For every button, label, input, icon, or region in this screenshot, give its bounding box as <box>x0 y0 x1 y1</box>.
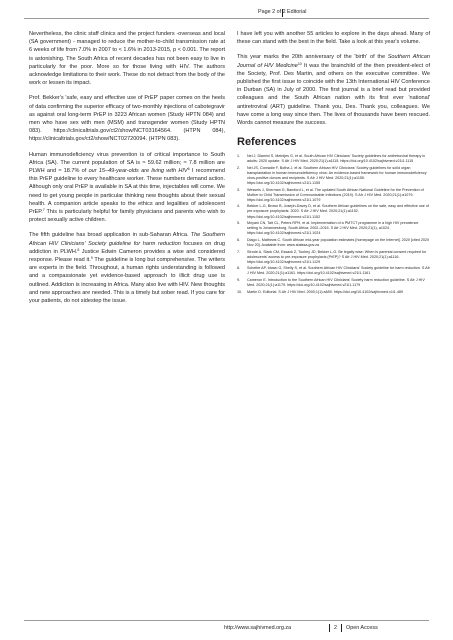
citation-superscript: 7 <box>42 208 45 213</box>
paragraph <box>29 151 225 225</box>
page-header <box>0 8 453 20</box>
text-run: The guideline is long but comprehensive. The writers are experts in the field. Throughout, a human rights understanding is followed and a compassionate yet evidence-based approach to illicit drug use is outlined. Addiction is increasing in Africa. Many also live with HIV. New thoughts and new approaches are needed. This is a timely but sober read. If you care for your patients, do not sidestep the issue. <box>29 257 225 305</box>
reference-text[interactable]: Cameron E. Introduction to the Southern African HIV Clinicians' Society harm reduction guideline. S Afr J HIV Med. 2020;21(1):a1179. https://doi.org/10.4102/sajhivmed.v21i1.1179 <box>247 278 425 288</box>
text-run: This is particularly helpful for family physicians and parents who wish to protect sexually active children. <box>29 209 225 224</box>
paragraph: I have left you with another 55 articles to explore in the days ahead. Many of these can stand with the best in the field. Take a look at this year's volume. <box>237 31 430 46</box>
citation-superscript: 10 <box>297 61 302 66</box>
open-access-label: Open Access <box>346 625 378 631</box>
citation-superscript: 9 <box>90 256 93 261</box>
text-run: The fifth guideline has broad application in sub-Saharan Africa. <box>29 232 191 239</box>
footer-separator <box>341 624 342 632</box>
header-rule <box>24 18 429 19</box>
right-column <box>237 30 430 296</box>
reference-text[interactable]: Nel JS, Conradie F, Botha J, et al. Southern African HIV Clinicians' Society guidelines for solid organ transplantation in human immunodeficiency virus: An evidence-based framework for human immunodeficiency virus-positive donors and recipients. S Afr J HIV Med. 2020;21(1):a1155. https://doi.org/10.4102/sajhivmed.v21i1.1155 <box>247 165 427 186</box>
page-label: Page 2 of 2 <box>258 9 286 15</box>
paragraph <box>237 53 430 127</box>
references-heading: References <box>237 136 297 149</box>
reference-text[interactable]: Nel J, Dlamini S, Meintjes G, et al. South African HIV Clinicians' Society guidelines for antiretroviral therapy in adults: 2020 update. S Afr J HIV Med. 2020;21(1):a1115. https://doi.org/10.4102/sajhivmed.v21i1.1115 <box>247 154 426 164</box>
reference-text[interactable]: Martin D. Editorial. S Afr J HIV Med. 2000;1(1):a489. https://doi.org/10.4102/sajhivmed.v1i1.489 <box>247 289 403 294</box>
reference-number: 3. <box>237 187 241 192</box>
reference-number: 7. <box>237 249 241 254</box>
reference-item <box>237 221 430 236</box>
reference-item <box>237 250 430 265</box>
reference-item <box>237 204 430 219</box>
paragraph: Nevertheless, the clinic staff clinics and the project funders -overseas and local (SA government) - managed to reduce the mother-to-child transmission rate at 6 weeks of life from 7.0% in 2007 to < 1.6% in 2013-2015, p < 0.001. The report is astonishing. The South Africa of recent decades has not been easy to live in particularly for the poor. More so for those living with HIV. The authors acknowledge limitations to their work. These do not detract from the body of the work or lessen its impact. <box>29 31 225 87</box>
reference-number: 9. <box>237 278 241 283</box>
paragraph: Prof. Bekker's 'safe, easy and effective use of PrEP' paper comes on the heels of data confirming the superior efficacy of two-monthly injections of cabotegravir as against oral long-term PrEP in 3223 African women (Study HPTN 084) and men who have sex with men (MSM) and transgender women (Study HPTN 083). https://clinicaltrials.gov/ct2/show/NCT03164564. (HTPN 084), https://clinicaltrials.gov/ct2/show/NCT02720094. (HTPN 083). <box>29 95 225 143</box>
left-column <box>29 30 225 312</box>
reference-item <box>237 290 430 295</box>
reference-text[interactable]: Strode A, Slack CM, Essack Z, Toohey JD, Bekker L-G. Be legally wise: When is parental consent required for adolescents' access to pre-exposure prophylaxis (PrEP)? S Afr J HIV Med. 2020;21(1):a1116. https://doi.org/10.4102/sajhivmed.v21i1.1129 <box>247 249 427 264</box>
reference-number: 5. <box>237 221 241 226</box>
reference-number: 8. <box>237 266 241 271</box>
reference-item <box>237 188 430 203</box>
header-separator <box>282 9 283 17</box>
italic-text: Southern African Journal of HIV Medicine <box>237 54 430 69</box>
reference-list <box>237 154 430 295</box>
reference-number: 4. <box>237 204 241 209</box>
footer-separator <box>329 624 330 632</box>
reference-number: 10. <box>237 289 243 294</box>
reference-text[interactable]: Diago L, Mathews C. South African mid-year population estimates [homepage on the Internet]. 2020 [cited 2020 Nov 20]. Available from: www.statssa.gov.za <box>247 237 430 247</box>
page-number: 2 <box>334 625 337 631</box>
text-run: This year marks the 20th anniversary of the 'birth' of the <box>237 54 388 61</box>
reference-item <box>237 238 430 248</box>
reference-item <box>237 278 430 288</box>
reference-text[interactable]: Wessels J, Sherman G, Bamford L, et al. The updated South African National Guideline for the Prevention of Mother to Child Transmission of Communicable Infections (2019). S Afr J HIV Med. 2020;21(1):a1079. https://doi.org/10.4102/sajhivmed.v21i1.1079 <box>247 187 424 202</box>
italic-text: The Southern African HIV Clinicians' Society guideline for harm reduction <box>29 232 225 247</box>
reference-text[interactable]: Scheibe AP, Idowu G, Shelly S, et al. Southern African HIV Clinicians' Society guideline for harm reduction. S Afr J HIV Med. 2020;21(1):a1161. https://doi.org/10.4102/sajhivmed.v21i1.1161 <box>247 266 430 276</box>
citation-superscript: 8 <box>77 247 80 252</box>
reference-number: 6. <box>237 237 241 242</box>
text-run: Justice Edwin Cameron provides a wise and considered response. Please read it. <box>29 248 225 264</box>
reference-number: 1. <box>237 154 241 159</box>
paragraph <box>29 231 225 305</box>
reference-item <box>237 266 430 276</box>
reference-text[interactable]: Mnyani CN, Tait CL, Peters RPH, et al. Implementation of a PMTCT programme in a high HIV prevalence setting in Johannesburg, South Africa: 2002–2015. S Afr J HIV Med. 2020;21(1), a1024. https://doi.org/10.4102/sajhivmed.v21i1.1024 <box>247 221 419 236</box>
reference-number: 2. <box>237 165 241 170</box>
page-footer <box>0 620 453 634</box>
reference-item <box>237 154 430 164</box>
reference-text[interactable]: Bekker L-G, Brown B, Joseph-Davey D, et al. Southern African guidelines on the safe, easy and effective use of pre-exposure prophylaxis: 2020. S Afr J HIV Med. 2020;21(1):a1152. https://doi.org/10.4102/sajhivmed.v21i1.1152 <box>247 204 429 219</box>
reference-item <box>237 166 430 186</box>
journal-url-link[interactable]: http://www.sajhivmed.org.za <box>224 625 292 631</box>
italic-text: our 15–49-year-olds are living with HIV <box>88 168 188 175</box>
citation-superscript: 6 <box>187 167 190 172</box>
text-run: I recommend this PrEP guideline to every healthcare worker. These numbers demand action. Although only oral PrEP is available in SA at this time, injectables will come. We need to get young people in particular thinking new thoughts about their sexual health. A companion article speaks to the ethics and legalities of adolescent PrEP. <box>29 168 225 216</box>
text-run: Human immunodeficiency virus prevention is of critical importance to South Africa (SA). The current population of SA is ≈ 59.62 million; ≈ 7.8 million are PLWH and ≈ 18.7% of <box>29 151 225 175</box>
text-run: It was the brainchild of the then president-elect of the Society, Prof. Des Martin, and others on the executive committee. We published the first issue to coincide with the 13th International HIV Conference in Durban (SA) in July of 2000. The first journal is a brief read but provided colleagues and the South African nation with its first ever 'national' antiretroviral (ART) guideline. Thank you, Des. Thank you, colleagues. We have come a long way since then. The lives of thousands have been rescued. Words cannot measure the success. <box>237 62 430 127</box>
text-run: focuses on drug addiction in PLWH. <box>29 240 226 255</box>
footer-rule <box>24 620 429 621</box>
section-label: Editorial <box>287 9 307 15</box>
